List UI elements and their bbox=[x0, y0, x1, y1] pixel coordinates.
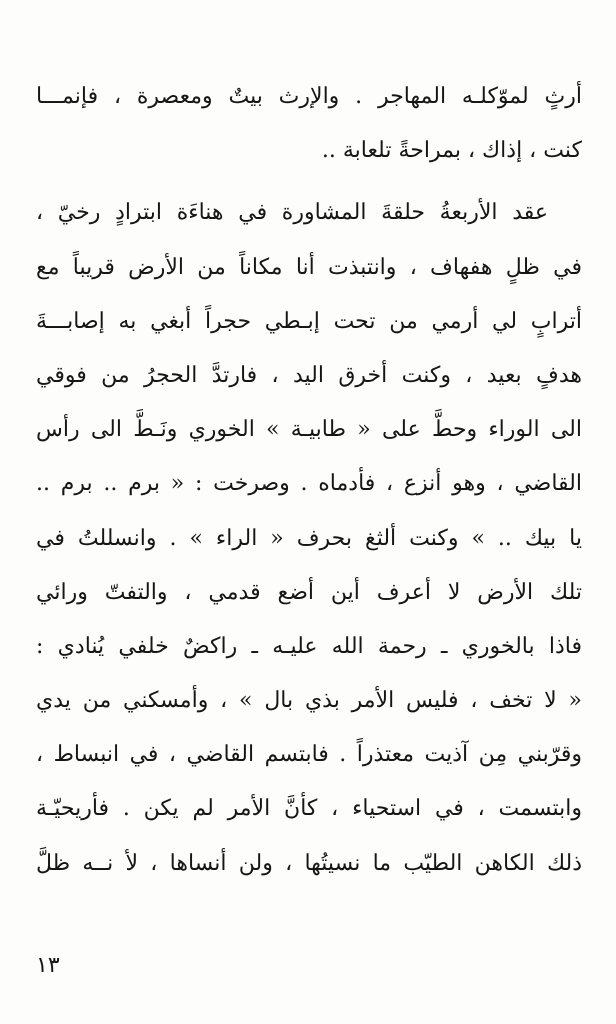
text-line: عقد الأربعةُ حلقةَ المشاورة في هناءَة ابترادٍ رخيّ ، bbox=[36, 200, 548, 226]
text-line: « لا تخف ، فليس الأمر بذي بال » ، وأمسكني من يدي bbox=[36, 688, 582, 714]
text-line: وقرّبني مِن آذيت معتذراً . فابتسم القاضي ، في انبساط ، bbox=[36, 742, 582, 768]
text-line: فاذا بالخوري ـ رحمة الله عليـه ـ راكضٌ خلفي يُنادي : bbox=[36, 633, 582, 659]
text-line: يا بيك .. » وكنت ألثغ بحرف « الراء » . وانسللتُ في bbox=[36, 525, 582, 551]
text-line: أرثٍ لموّكلـه المهاجر . والإرث بيتٌ ومعصرة ، فإنمـــا bbox=[36, 84, 582, 109]
text-line: هدفٍ بعيد ، وكنت أخرق اليد ، فارتدَّ الحجرُ من فوقي bbox=[36, 362, 582, 388]
text-line: كنت ، إذاك ، بمراحةً تلعابة .. bbox=[321, 138, 582, 164]
text-line: القاضي ، وهو أنزع ، فأدماه . وصرخت : « برم .. برم .. bbox=[36, 471, 582, 497]
text-line: وابتسمت ، في استحياء ، كأنَّ الأمر لم يكن . فأريحيّـة bbox=[36, 796, 582, 822]
text-line: أترابٍ لي أرمي من تحت إبـطي حجراً أبغي به إصابـــةَ bbox=[36, 308, 582, 334]
paragraph-gap bbox=[36, 178, 582, 186]
text-line: الى الوراء وحطَّ على « طابيـة » الخوري ونَـطَّ الى رأس bbox=[36, 417, 582, 443]
text-line: ذلك الكاهن الطيّب ما نسيتُها ، ولن أنساها ، لأ نــه ظلَّ bbox=[36, 850, 582, 876]
text-line: في ظلٍ هفهاف ، وانتبذت أنا مكاناً من الأرض قريباً مع bbox=[36, 254, 582, 280]
page-number: ١٣ bbox=[36, 953, 60, 978]
page-text bbox=[36, 70, 582, 891]
text-line: تلك الأرض لا أعرف أين أضع قدمي ، والتفتّ ورائي bbox=[36, 579, 582, 605]
